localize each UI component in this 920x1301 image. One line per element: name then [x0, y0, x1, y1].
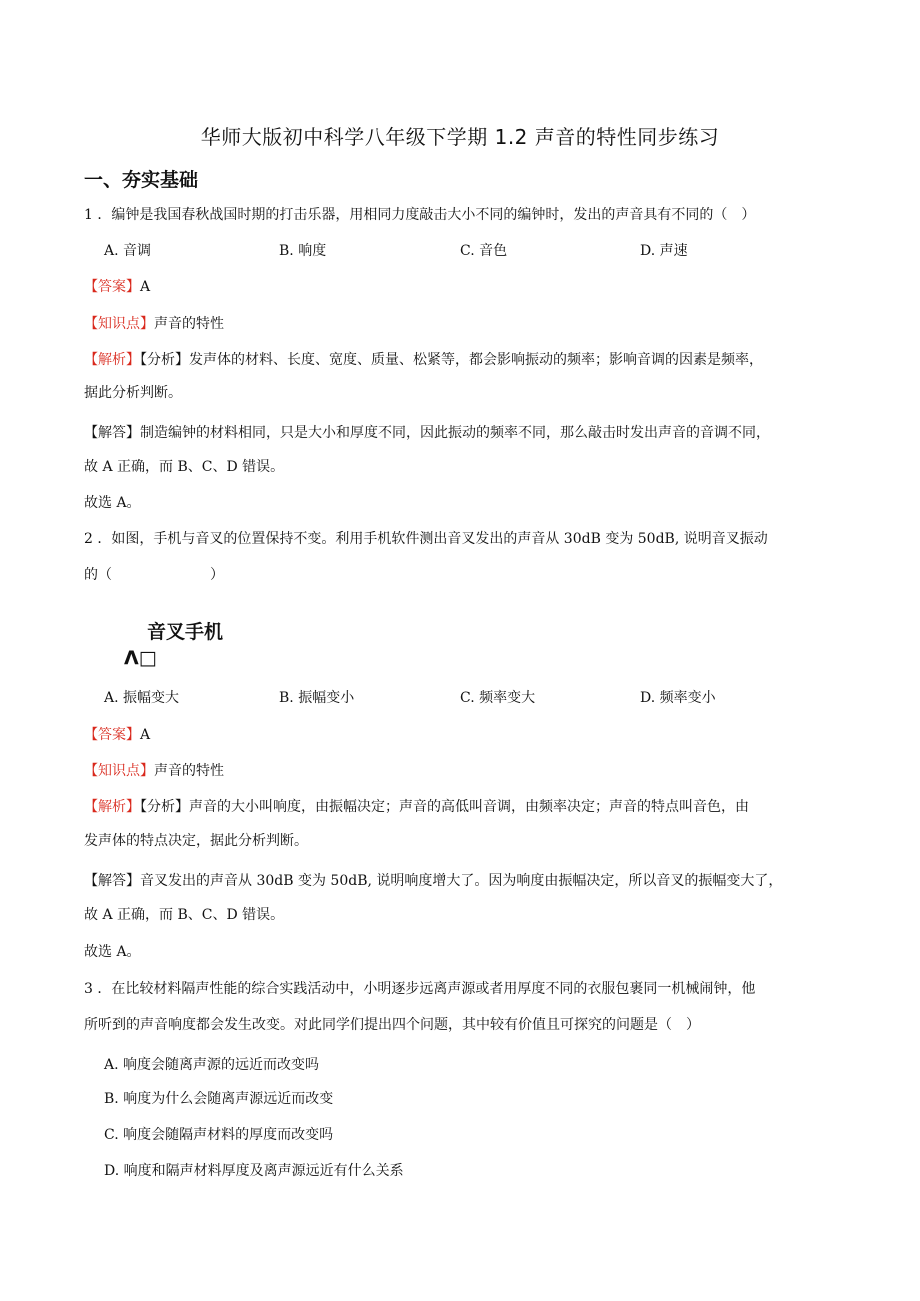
q2-conclusion: 故选 A。	[84, 944, 141, 960]
knowledge-tag: 【知识点】	[84, 316, 154, 332]
answer-value: A	[140, 279, 151, 295]
section-heading: 一、夯实基础	[84, 169, 199, 191]
answer-value: A	[140, 727, 151, 743]
knowledge-value: 声音的特性	[154, 763, 224, 779]
q2-figure-symbols: Λ□	[124, 647, 157, 669]
analysis-tag: 【解析】	[84, 799, 140, 815]
q2-figure-caption: 音叉手机	[147, 621, 224, 643]
q1-analysis-row	[84, 351, 763, 369]
q2-answer-row	[84, 726, 150, 744]
q1-stem: 1 ．编钟是我国春秋战国时期的打击乐器，用相同力度敲击大小不同的编钟时，发出的声音具有不同的（ ）	[84, 207, 756, 223]
knowledge-tag: 【知识点】	[84, 763, 154, 779]
q1-option-a: A. 音调	[104, 243, 152, 259]
q1-conclusion: 故选 A。	[84, 495, 141, 511]
q1-solution-line2: 故 A 正确，而 B、C、D 错误。	[84, 459, 285, 475]
analysis-tag: 【解析】	[84, 352, 140, 368]
q1-option-d: D. 声速	[640, 243, 688, 259]
q1-analysis-line2: 据此分析判断。	[84, 385, 182, 401]
q3-option-d: D. 响度和隔声材料厚度及离声源远近有什么关系	[104, 1163, 404, 1179]
answer-tag: 【答案】	[84, 727, 140, 743]
q3-option-b: B. 响度为什么会随离声源远近而改变	[104, 1091, 334, 1107]
q3-stem-line2: 所听到的声音响度都会发生改变。对此同学们提出四个问题，其中较有价值且可探究的问题是（ ）	[84, 1017, 700, 1033]
analysis-text: 【分析】声音的大小叫响度，由振幅决定；声音的高低叫音调，由频率决定；声音的特点叫音色，由	[140, 799, 749, 815]
q3-option-c: C. 响度会随隔声材料的厚度而改变吗	[104, 1127, 334, 1143]
q2-stem-line1: 2 ．如图，手机与音叉的位置保持不变。利用手机软件测出音叉发出的声音从 30dB 变为 50dB, 说明音叉振动	[84, 531, 768, 547]
q2-option-c: C. 频率变大	[460, 690, 536, 706]
q2-solution-line1: 【解答】音叉发出的声音从 30dB 变为 50dB, 说明响度增大了。因为响度由振幅决定，所以音叉的振幅变大了，	[84, 873, 783, 889]
knowledge-value: 声音的特性	[154, 316, 224, 332]
q2-stem-line2: 的（ ）	[84, 567, 224, 583]
q1-knowledge-row	[84, 315, 224, 333]
q2-option-b: B. 振幅变小	[279, 690, 355, 706]
q2-solution-line2: 故 A 正确，而 B、C、D 错误。	[84, 907, 285, 923]
q1-solution-line1: 【解答】制造编钟的材料相同，只是大小和厚度不同，因此振动的频率不同，那么敲击时发出声音的音调不同，	[84, 425, 770, 441]
q2-analysis-line2: 发声体的特点决定，据此分析判断。	[84, 833, 308, 849]
q1-option-b: B. 响度	[279, 243, 327, 259]
q2-analysis-row	[84, 798, 749, 816]
q2-knowledge-row	[84, 762, 224, 780]
document-title: 华师大版初中科学八年级下学期 1.2 声音的特性同步练习	[200, 125, 720, 149]
q1-answer-row	[84, 278, 150, 296]
q2-option-a: A. 振幅变大	[104, 690, 180, 706]
q3-option-a: A. 响度会随离声源的远近而改变吗	[104, 1057, 320, 1073]
answer-tag: 【答案】	[84, 279, 140, 295]
q3-stem-line1: 3 ．在比较材料隔声性能的综合实践活动中，小明逐步远离声源或者用厚度不同的衣服包裹同一机械闹钟，他	[84, 981, 756, 997]
q2-option-d: D. 频率变小	[640, 690, 716, 706]
analysis-text: 【分析】发声体的材料、长度、宽度、质量、松紧等，都会影响振动的频率；影响音调的因素是频率，	[140, 352, 763, 368]
q1-option-c: C. 音色	[460, 243, 508, 259]
